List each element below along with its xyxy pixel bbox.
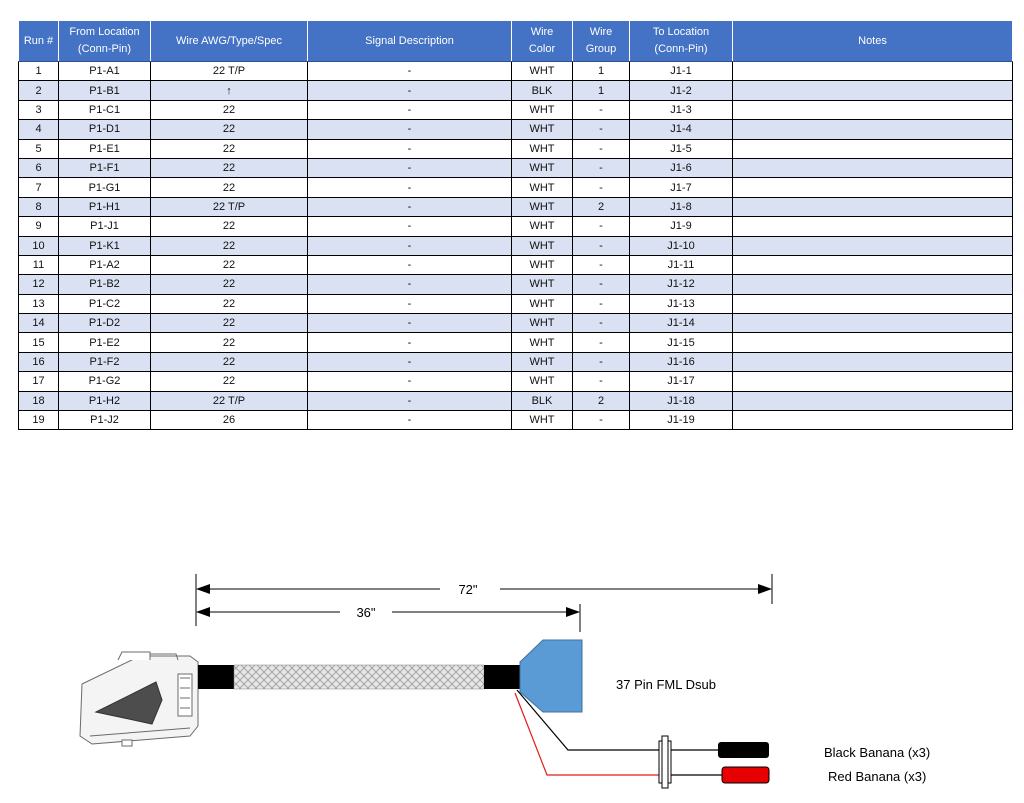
cell-from: P1-A2 — [59, 255, 151, 274]
cell-from: P1-D2 — [59, 314, 151, 333]
cell-group: - — [573, 100, 630, 119]
column-header-line1: Run # — [23, 34, 54, 47]
table-row — [19, 81, 1013, 100]
column-header-line1: Wire — [530, 26, 554, 38]
cell-to: J1-16 — [630, 352, 733, 371]
black-banana-plug — [718, 742, 769, 758]
column-header — [512, 21, 573, 62]
cell-from: P1-H2 — [59, 391, 151, 410]
cell-run: 17 — [19, 372, 59, 391]
dimension-36-label: 36" — [356, 605, 376, 620]
cell-group: - — [573, 275, 630, 294]
red-banana-label: Red Banana (x3) — [828, 769, 927, 784]
column-header — [733, 21, 1013, 62]
cell-from: P1-G2 — [59, 372, 151, 391]
cell-from: P1-B2 — [59, 275, 151, 294]
cell-signal: - — [308, 391, 512, 410]
table-row — [19, 139, 1013, 158]
cell-signal: - — [308, 158, 512, 177]
column-header — [308, 21, 512, 62]
table-row — [19, 391, 1013, 410]
cell-color: WHT — [512, 217, 573, 236]
cell-awg: 22 — [151, 275, 308, 294]
cell-run: 12 — [19, 275, 59, 294]
column-header — [19, 21, 59, 62]
cell-group: - — [573, 217, 630, 236]
cell-signal: - — [308, 178, 512, 197]
cell-awg: 22 — [151, 372, 308, 391]
cell-notes — [733, 236, 1013, 255]
cell-awg: 22 T/P — [151, 62, 308, 81]
cell-notes — [733, 62, 1013, 81]
dimension-72 — [197, 582, 771, 597]
cell-from: P1-C1 — [59, 100, 151, 119]
cell-color: WHT — [512, 411, 573, 430]
cell-notes — [733, 314, 1013, 333]
cell-group: - — [573, 372, 630, 391]
wiring-table — [18, 20, 1013, 430]
cell-awg: 22 T/P — [151, 197, 308, 216]
cell-to: J1-2 — [630, 81, 733, 100]
cell-awg: 22 — [151, 255, 308, 274]
cell-run: 8 — [19, 197, 59, 216]
table-row — [19, 294, 1013, 313]
cell-run: 1 — [19, 62, 59, 81]
cell-from: P1-C2 — [59, 294, 151, 313]
cell-notes — [733, 100, 1013, 119]
red-banana-plug — [722, 767, 769, 783]
cell-awg: 22 — [151, 294, 308, 313]
cell-awg: 22 — [151, 100, 308, 119]
cell-color: WHT — [512, 139, 573, 158]
cell-run: 18 — [19, 391, 59, 410]
column-header — [573, 21, 630, 62]
cell-signal: - — [308, 411, 512, 430]
table-row — [19, 100, 1013, 119]
cell-notes — [733, 352, 1013, 371]
cell-color: WHT — [512, 100, 573, 119]
cell-color: WHT — [512, 158, 573, 177]
column-header-line1: Wire — [589, 26, 613, 38]
cell-to: J1-19 — [630, 411, 733, 430]
cell-run: 16 — [19, 352, 59, 371]
connector-boot — [198, 665, 234, 689]
cell-color: WHT — [512, 236, 573, 255]
cell-group: - — [573, 255, 630, 274]
cable-assembly-drawing — [0, 560, 1024, 803]
cell-group: - — [573, 236, 630, 255]
cell-run: 15 — [19, 333, 59, 352]
cell-awg: 22 — [151, 236, 308, 255]
column-header-line1: Notes — [858, 34, 887, 47]
braided-sleeve — [234, 665, 484, 689]
cell-signal: - — [308, 217, 512, 236]
table-body — [19, 62, 1013, 430]
cell-from: P1-E2 — [59, 333, 151, 352]
cell-signal: - — [308, 372, 512, 391]
table-row — [19, 236, 1013, 255]
cell-color: WHT — [512, 352, 573, 371]
cell-to: J1-11 — [630, 255, 733, 274]
cell-notes — [733, 333, 1013, 352]
cell-notes — [733, 217, 1013, 236]
cell-run: 3 — [19, 100, 59, 119]
cell-awg: 22 — [151, 217, 308, 236]
table-header-row — [19, 21, 1013, 62]
cell-notes — [733, 391, 1013, 410]
cell-color: WHT — [512, 294, 573, 313]
cell-to: J1-17 — [630, 372, 733, 391]
cell-awg: 22 — [151, 333, 308, 352]
cell-run: 7 — [19, 178, 59, 197]
cell-signal: - — [308, 236, 512, 255]
cell-group: - — [573, 178, 630, 197]
cell-signal: - — [308, 100, 512, 119]
cell-group: - — [573, 352, 630, 371]
connector-housing — [80, 652, 198, 746]
cell-run: 5 — [19, 139, 59, 158]
cell-group: - — [573, 158, 630, 177]
cell-awg: ↑ — [151, 81, 308, 100]
cell-group: 2 — [573, 197, 630, 216]
cell-run: 13 — [19, 294, 59, 313]
cell-run: 10 — [19, 236, 59, 255]
column-header-line2: (Conn-Pin) — [654, 43, 708, 55]
column-header — [630, 21, 733, 62]
cell-signal: - — [308, 81, 512, 100]
cell-notes — [733, 294, 1013, 313]
cell-signal: - — [308, 197, 512, 216]
column-header — [59, 21, 151, 62]
table-row — [19, 314, 1013, 333]
cell-from: P1-J1 — [59, 217, 151, 236]
dimension-36 — [197, 605, 579, 620]
cell-from: P1-G1 — [59, 178, 151, 197]
table-row — [19, 275, 1013, 294]
cell-notes — [733, 120, 1013, 139]
cell-notes — [733, 81, 1013, 100]
cell-from: P1-B1 — [59, 81, 151, 100]
black-banana-label: Black Banana (x3) — [824, 745, 931, 760]
cell-signal: - — [308, 314, 512, 333]
cell-color: WHT — [512, 255, 573, 274]
table-row — [19, 255, 1013, 274]
cell-color: WHT — [512, 62, 573, 81]
cell-to: J1-8 — [630, 197, 733, 216]
cell-awg: 22 — [151, 120, 308, 139]
cell-color: BLK — [512, 81, 573, 100]
cell-color: WHT — [512, 372, 573, 391]
cell-run: 6 — [19, 158, 59, 177]
cell-from: P1-A1 — [59, 62, 151, 81]
cell-from: P1-K1 — [59, 236, 151, 255]
column-header-line1: To Location — [652, 26, 710, 38]
cell-notes — [733, 158, 1013, 177]
splice-block — [659, 736, 671, 788]
cell-from: P1-E1 — [59, 139, 151, 158]
cell-color: BLK — [512, 391, 573, 410]
cell-signal: - — [308, 255, 512, 274]
cell-from: P1-F1 — [59, 158, 151, 177]
dsub-connector — [520, 640, 582, 712]
table-row — [19, 333, 1013, 352]
cell-from: P1-J2 — [59, 411, 151, 430]
cell-group: - — [573, 333, 630, 352]
cell-notes — [733, 255, 1013, 274]
cell-from: P1-F2 — [59, 352, 151, 371]
cell-awg: 22 — [151, 314, 308, 333]
cell-group: 2 — [573, 391, 630, 410]
cell-color: WHT — [512, 120, 573, 139]
cell-group: - — [573, 139, 630, 158]
cell-to: J1-4 — [630, 120, 733, 139]
cell-to: J1-1 — [630, 62, 733, 81]
cell-notes — [733, 275, 1013, 294]
cell-awg: 22 — [151, 139, 308, 158]
cell-signal: - — [308, 352, 512, 371]
cell-awg: 22 — [151, 352, 308, 371]
cell-signal: - — [308, 62, 512, 81]
column-header-line2: (Conn-Pin) — [77, 43, 132, 55]
table-row — [19, 352, 1013, 371]
cell-color: WHT — [512, 333, 573, 352]
table-row — [19, 178, 1013, 197]
cell-to: J1-12 — [630, 275, 733, 294]
column-header-line2: Color — [528, 43, 556, 55]
table-row — [19, 197, 1013, 216]
cell-group: 1 — [573, 81, 630, 100]
cell-color: WHT — [512, 197, 573, 216]
cell-group: - — [573, 314, 630, 333]
cell-awg: 22 — [151, 158, 308, 177]
cell-group: - — [573, 120, 630, 139]
cell-signal: - — [308, 294, 512, 313]
table-row — [19, 62, 1013, 81]
cell-to: J1-5 — [630, 139, 733, 158]
table-row — [19, 372, 1013, 391]
column-header-line1: Wire AWG/Type/Spec — [176, 34, 282, 47]
cell-awg: 22 T/P — [151, 391, 308, 410]
dsub-boot — [484, 665, 520, 689]
cell-run: 14 — [19, 314, 59, 333]
cell-group: - — [573, 411, 630, 430]
cell-run: 19 — [19, 411, 59, 430]
cell-to: J1-7 — [630, 178, 733, 197]
table-row — [19, 217, 1013, 236]
cell-signal: - — [308, 275, 512, 294]
cell-run: 2 — [19, 81, 59, 100]
cell-to: J1-3 — [630, 100, 733, 119]
column-header — [151, 21, 308, 62]
cell-group: - — [573, 294, 630, 313]
column-header-line1: Signal Description — [365, 34, 454, 47]
cell-signal: - — [308, 139, 512, 158]
table-row — [19, 158, 1013, 177]
cell-run: 9 — [19, 217, 59, 236]
dimension-72-label: 72" — [458, 582, 478, 597]
column-header-line1: From Location — [69, 26, 140, 38]
cell-run: 4 — [19, 120, 59, 139]
cell-notes — [733, 139, 1013, 158]
cell-notes — [733, 178, 1013, 197]
cell-awg: 22 — [151, 178, 308, 197]
cell-to: J1-13 — [630, 294, 733, 313]
cell-color: WHT — [512, 314, 573, 333]
cell-from: P1-H1 — [59, 197, 151, 216]
cell-to: J1-14 — [630, 314, 733, 333]
dsub-label: 37 Pin FML Dsub — [616, 677, 716, 692]
cell-notes — [733, 197, 1013, 216]
cell-signal: - — [308, 120, 512, 139]
column-header-line2: Group — [585, 43, 617, 55]
cell-from: P1-D1 — [59, 120, 151, 139]
cell-to: J1-10 — [630, 236, 733, 255]
table-row — [19, 411, 1013, 430]
cell-color: WHT — [512, 275, 573, 294]
cell-to: J1-15 — [630, 333, 733, 352]
cell-to: J1-9 — [630, 217, 733, 236]
cell-notes — [733, 411, 1013, 430]
cell-to: J1-6 — [630, 158, 733, 177]
cell-run: 11 — [19, 255, 59, 274]
cell-awg: 26 — [151, 411, 308, 430]
cell-to: J1-18 — [630, 391, 733, 410]
cell-signal: - — [308, 333, 512, 352]
cell-notes — [733, 372, 1013, 391]
cell-group: 1 — [573, 62, 630, 81]
table-row — [19, 120, 1013, 139]
cell-color: WHT — [512, 178, 573, 197]
